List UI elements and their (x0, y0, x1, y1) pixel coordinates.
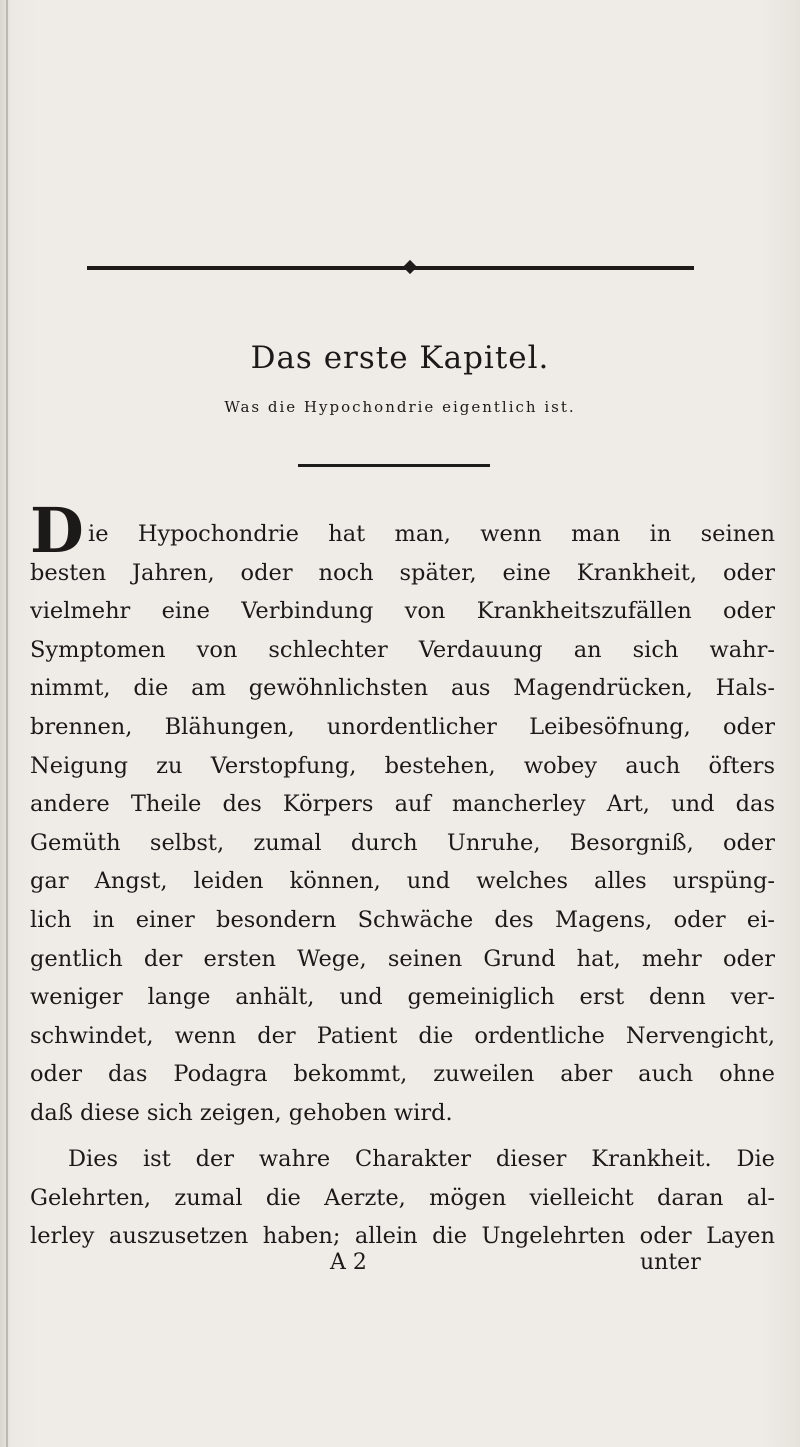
paragraph-2 (30, 1140, 775, 1256)
text-line: andere Theile des Körpers auf mancherley Art, und das (30, 791, 775, 818)
text-line: oder das Podagra bekommt, zuweilen aber auch ohne (30, 1061, 775, 1088)
chapter-title: Das erste Kapitel. (250, 340, 550, 376)
text-line: besten Jahren, oder noch später, eine Krankheit, oder (30, 559, 775, 586)
short-divider-rule (298, 464, 490, 467)
text-line: brennen, Blähungen, unordentlicher Leibesöfnung, oder (30, 713, 775, 740)
text-line: gentlich der ersten Wege, seinen Grund hat, mehr oder (30, 945, 775, 972)
page-gutter (6, 0, 8, 1447)
text-line: Gelehrten, zumal die Aerzte, mögen vielleicht daran al- (30, 1184, 775, 1211)
drop-capital: D (30, 494, 84, 567)
text-line: schwindet, wenn der Patient die ordentliche Nervengicht, (30, 1022, 775, 1049)
text-line: Gemüth selbst, zumal durch Unruhe, Besorgniß, oder (30, 829, 775, 856)
text-line: weniger lange anhält, und gemeiniglich erst denn ver- (30, 984, 775, 1011)
text-line: gar Angst, leiden können, und welches alles urspüng- (30, 868, 775, 895)
text-line: vielmehr eine Verbindung von Krankheitszufällen oder (30, 598, 775, 625)
text-line: lich in einer besondern Schwäche des Magens, oder ei- (30, 906, 775, 933)
catchword: unter (640, 1250, 701, 1275)
text-line: Symptomen von schlechter Verdauung an sich wahr- (30, 636, 775, 663)
text-line: nimmt, die am gewöhnlichsten aus Magendrücken, Hals- (30, 675, 775, 702)
text-line: Dies ist der wahre Charakter dieser Krankheit. Die (68, 1146, 775, 1172)
text-line: Neigung zu Verstopfung, bestehen, wobey auch öfters (30, 752, 775, 779)
text-line: ie Hypochondrie hat man, wenn man in seinen (88, 521, 775, 547)
ornamental-rule (87, 265, 694, 271)
text-line: lerley auszusetzen haben; allein die Ungelehrten oder Layen (30, 1223, 775, 1250)
chapter-subtitle: Was die Hypochondrie eigentlich ist. (224, 398, 576, 416)
rule-diamond-ornament (403, 260, 417, 274)
signature-mark: A 2 (330, 1250, 367, 1275)
text-line: daß diese sich zeigen, gehoben wird. (30, 1099, 453, 1126)
paragraph-1 (30, 515, 775, 1133)
rule-bar (87, 266, 694, 270)
